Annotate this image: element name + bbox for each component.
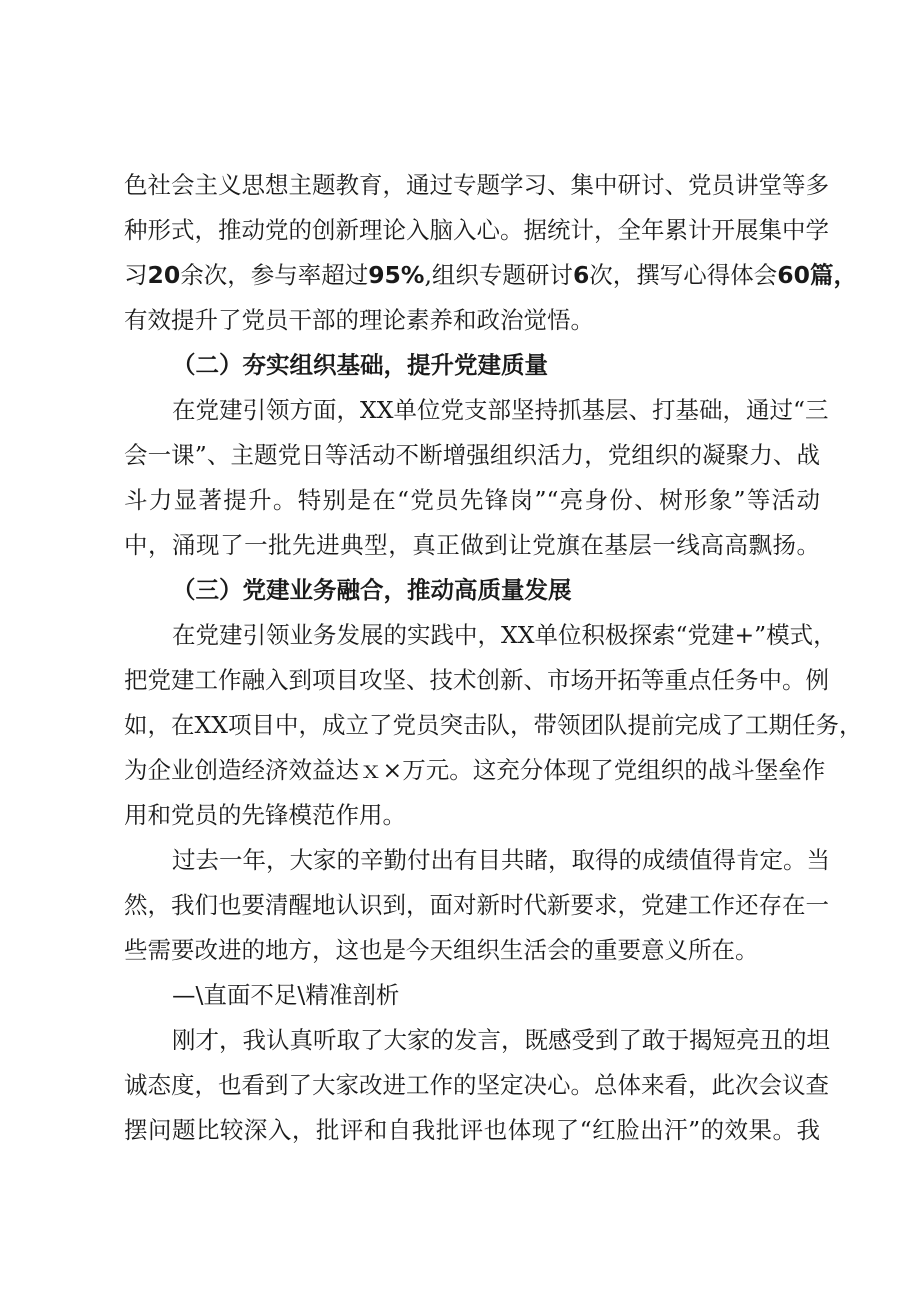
paragraph-line: 些需要改进的地方，这也是今天组织生活会的重要意义所在。 [124,936,759,964]
section-heading: （二）夯实组织基础，提升党建质量 [172,351,548,379]
paragraph-line-statistics [124,260,857,290]
paragraph-line: 有效提升了党员干部的理论素养和政治觉悟。 [124,306,594,334]
paragraph-line: 在党建引领方面，XX单位党支部坚持抓基层、打基础，通过“三 [172,396,829,424]
paragraph-line: 种形式，推动党的创新理论入脑入心。据统计，全年累计开展集中学 [124,216,829,244]
stat-number: 6 [572,261,590,289]
paragraph-line: 把党建工作融入到项目攻坚、技术创新、市场开拓等重点任务中。例 [124,666,829,694]
paragraph-line: 为企业创造经济效益达ｘ×万元。这充分体现了党组织的战斗堡垒作 [124,756,826,784]
text-run: ,组织专题研讨 [424,261,573,289]
stat-number: 20 [147,261,181,289]
paragraph-line: 诚态度，也看到了大家改进工作的坚定决心。总体来看，此次会议查 [124,1071,829,1099]
paragraph-line: 然，我们也要清醒地认识到，面对新时代新要求，党建工作还存在一 [124,891,829,919]
paragraph-line: 会一课”、主题党日等活动不断增强组织活力，党组织的凝聚力、战 [124,441,820,469]
section-heading: （三）党建业务融合，推动高质量发展 [172,576,572,604]
paragraph-line: 中，涌现了一批先进典型，真正做到让党旗在基层一线高高飘扬。 [124,531,820,559]
paragraph-line: 斗力显著提升。特别是在“党员先锋岗”“亮身份、树形象”等活动 [124,486,820,514]
text-run: 余次，参与率超过 [180,261,369,289]
paragraph-line: 在党建引领业务发展的实践中，XX单位积极探索“党建+”模式， [172,621,837,649]
text-run: 次，撰写心得体会 [589,261,778,289]
paragraph-line: 刚才，我认真听取了大家的发言，既感受到了敢于揭短亮丑的坦 [172,1026,830,1054]
stat-number: 60篇， [777,261,857,289]
paragraph-line: 用和党员的先锋模范作用。 [124,801,406,829]
stat-number: 95% [368,261,425,289]
paragraph-line: 如，在XX项目中，成立了党员突击队，带领团队提前完成了工期任务， [124,711,863,739]
section-heading: —\直面不足\精准剖析 [172,981,400,1009]
paragraph-line: 色社会主义思想主题教育，通过专题学习、集中研讨、党员讲堂等多 [124,171,829,199]
paragraph-line: 过去一年，大家的辛勤付出有目共睹，取得的成绩值得肯定。当 [172,846,830,874]
text-run: 习 [124,261,148,289]
paragraph-line: 摆问题比较深入，批评和自我批评也体现了“红脸出汗”的效果。我 [124,1116,820,1144]
